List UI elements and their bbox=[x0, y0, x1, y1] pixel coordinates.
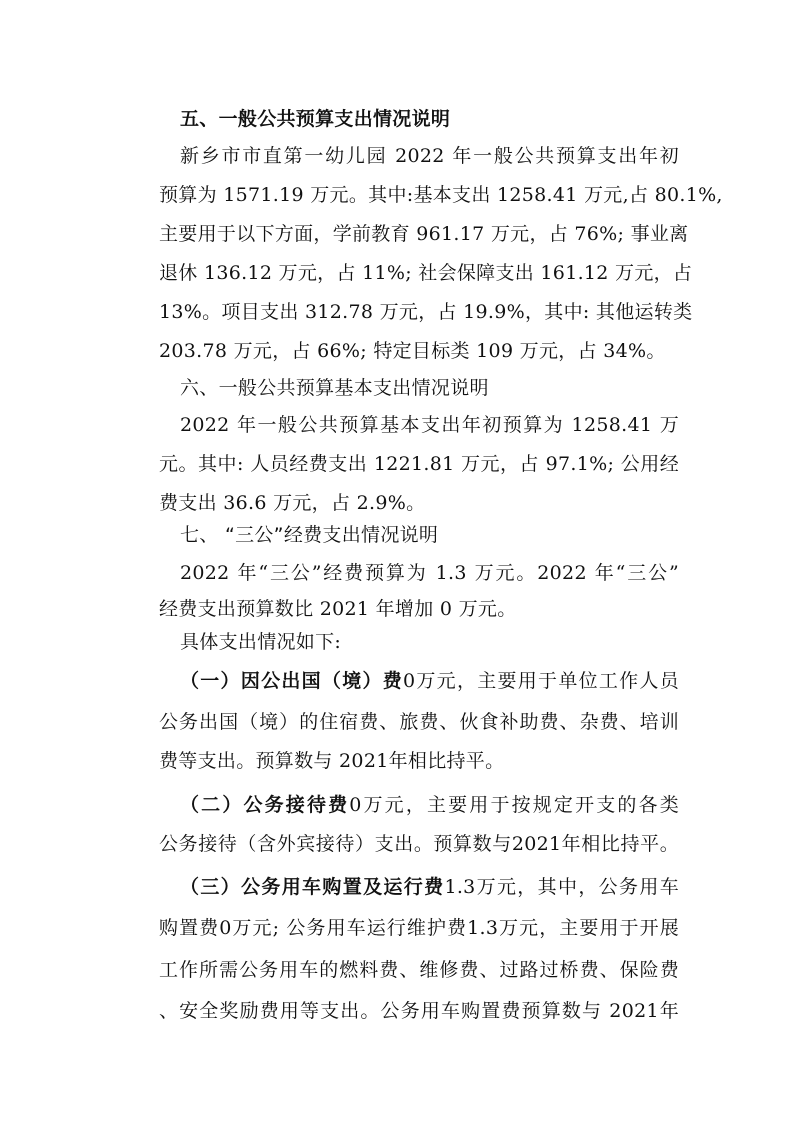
paragraph-line: 2022 年一般公共预算基本支出年初预算为 1258.41 万 bbox=[180, 414, 679, 436]
section-6-heading: 六、一般公共预算基本支出情况说明 bbox=[180, 377, 489, 399]
paragraph-line: 具体支出情况如下: bbox=[180, 631, 342, 653]
paragraph-line: 新乡市市直第一幼儿园 2022 年一般公共预算支出年初 bbox=[180, 145, 679, 167]
section-5-heading: 五、一般公共预算支出情况说明 bbox=[180, 108, 451, 130]
item-2-title: （二）公务接待费 bbox=[180, 794, 350, 816]
paragraph-line: 费等支出。预算数与 2021年相比持平。 bbox=[159, 750, 505, 772]
paragraph-line: 经费支出预算数比 2021 年增加 0 万元。 bbox=[159, 598, 517, 620]
paragraph-line: 工作所需公务用车的燃料费、维修费、过路过桥费、保险费 bbox=[159, 959, 679, 981]
paragraph-line: 、安全奖励费用等支出。公务用车购置费预算数与 2021年 bbox=[159, 1000, 679, 1022]
paragraph-line: 退休 136.12 万元，占 11%; 社会保障支出 161.12 万元，占 bbox=[159, 262, 693, 284]
paragraph-line: 预算为 1571.19 万元。其中:基本支出 1258.41 万元,占 80.1%, bbox=[159, 184, 723, 206]
item-1-first-line bbox=[180, 666, 679, 696]
paragraph-line: 13%。项目支出 312.78 万元，占 19.9%，其中: 其他运转类 bbox=[159, 301, 693, 323]
item-3-title: （三）公务用车购置及运行费 bbox=[180, 876, 445, 898]
paragraph-line: 公务接待（含外宾接待）支出。预算数与2021年相比持平。 bbox=[159, 833, 679, 855]
section-7-heading: 七、 “三公”经费支出情况说明 bbox=[180, 524, 439, 546]
item-1-text: 0万元，主要用于单位工作人员 bbox=[403, 670, 679, 692]
paragraph-line: 费支出 36.6 万元，占 2.9%。 bbox=[159, 492, 426, 514]
item-3-first-line bbox=[180, 872, 679, 902]
item-2-text: 0万元，主要用于按规定开支的各类 bbox=[349, 794, 680, 816]
paragraph-line: 元。其中: 人员经费支出 1221.81 万元，占 97.1%; 公用经 bbox=[159, 453, 679, 475]
paragraph-line: 购置费0万元; 公务用车运行维护费1.3万元，主要用于开展 bbox=[159, 917, 679, 939]
item-1-title: （一）因公出国（境）费 bbox=[180, 670, 404, 692]
paragraph-line: 203.78 万元，占 66%; 特定目标类 109 万元，占 34%。 bbox=[159, 340, 666, 362]
item-3-text: 1.3万元，其中，公务用车 bbox=[444, 876, 679, 898]
paragraph-line: 2022 年“三公”经费预算为 1.3 万元。2022 年“三公” bbox=[180, 562, 679, 584]
item-2-first-line bbox=[180, 790, 679, 820]
paragraph-line: 主要用于以下方面，学前教育 961.17 万元，占 76%; 事业离 bbox=[159, 223, 689, 245]
paragraph-line: 公务出国（境）的住宿费、旅费、伙食补助费、杂费、培训 bbox=[159, 711, 679, 733]
